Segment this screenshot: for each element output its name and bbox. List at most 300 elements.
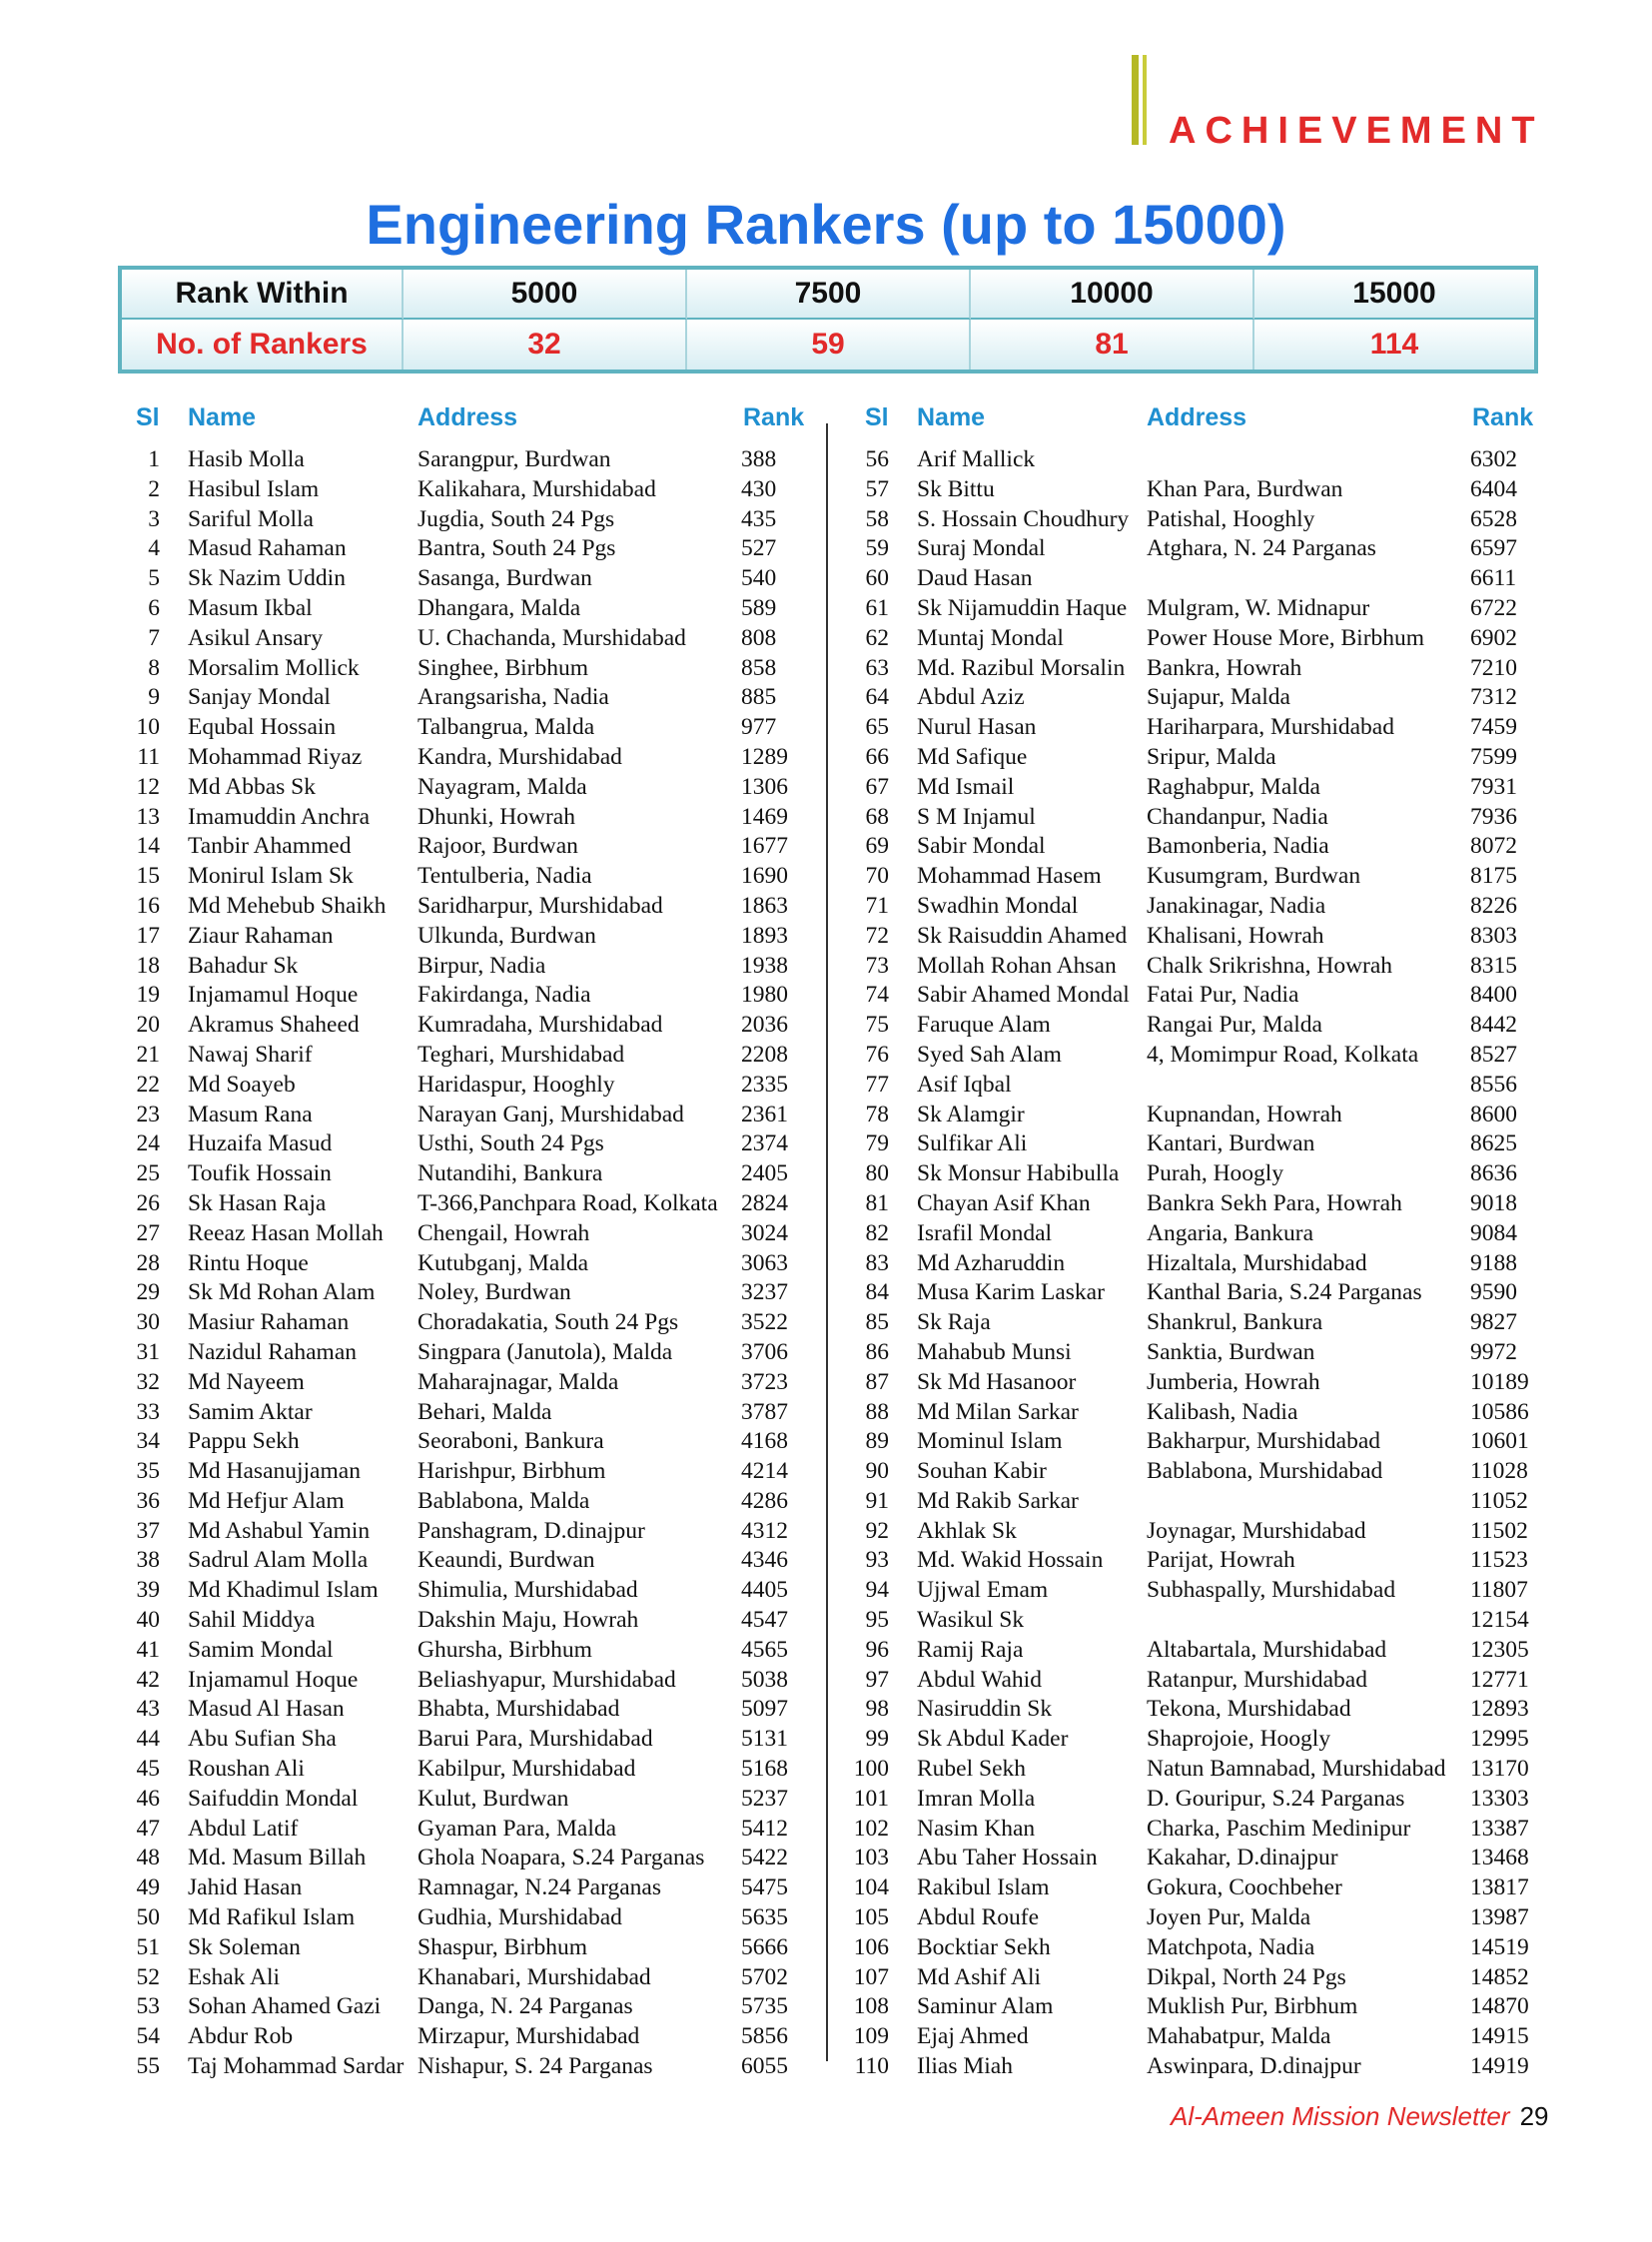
row-sl: 65 <box>865 714 889 741</box>
row-rank: 5237 <box>741 1785 788 1812</box>
row-address: Bankra, Howrah <box>1147 654 1302 681</box>
row-rank: 8303 <box>1470 922 1517 949</box>
row-name: Abdul Aziz <box>917 684 1025 711</box>
row-address: Singpara (Janutola), Malda <box>417 1338 673 1365</box>
row-address: Bankra Sekh Para, Howrah <box>1147 1189 1402 1216</box>
row-sl: 101 <box>853 1785 889 1812</box>
row-sl: 84 <box>865 1279 889 1306</box>
row-name: Hasib Molla <box>188 446 305 472</box>
row-address: Kupnandan, Howrah <box>1147 1101 1342 1127</box>
row-sl: 87 <box>865 1368 889 1395</box>
row-rank: 14519 <box>1470 1933 1529 1960</box>
row-address: T-366,Panchpara Road, Kolkata <box>417 1189 718 1216</box>
row-rank: 3723 <box>741 1368 788 1395</box>
row-sl: 110 <box>854 2053 889 2080</box>
row-rank: 5412 <box>741 1815 788 1842</box>
row-address: Saridharpur, Murshidabad <box>417 892 663 919</box>
row-sl: 95 <box>865 1607 889 1634</box>
row-rank: 5635 <box>741 1904 788 1931</box>
row-sl: 31 <box>136 1338 160 1365</box>
row-name: Huzaifa Masud <box>188 1130 333 1157</box>
row-address: Joyen Pur, Malda <box>1147 1904 1311 1931</box>
row-rank: 388 <box>741 446 777 472</box>
row-rank: 8527 <box>1470 1041 1517 1068</box>
row-address: Power House More, Birbhum <box>1147 624 1425 651</box>
row-name: Reeaz Hasan Mollah <box>188 1219 384 1246</box>
row-address: Maharajnagar, Malda <box>417 1368 619 1395</box>
row-rank: 4286 <box>741 1487 788 1514</box>
row-rank: 6404 <box>1470 475 1517 502</box>
row-sl: 2 <box>148 475 160 502</box>
row-sl: 76 <box>865 1041 889 1068</box>
row-sl: 89 <box>865 1428 889 1455</box>
row-rank: 7459 <box>1470 714 1517 741</box>
row-sl: 85 <box>865 1309 889 1336</box>
row-address: Usthi, South 24 Pgs <box>417 1130 604 1157</box>
row-rank: 7599 <box>1470 743 1517 770</box>
row-rank: 977 <box>741 714 777 741</box>
header-address: Address <box>417 403 518 431</box>
summary-row2-label: No. of Rankers <box>122 320 404 370</box>
row-name: Nazidul Rahaman <box>188 1338 358 1365</box>
row-name: Sabir Mondal <box>917 833 1046 860</box>
row-sl: 28 <box>136 1249 160 1276</box>
row-name: Sk Hasan Raja <box>188 1189 327 1216</box>
row-name: Akramus Shaheed <box>188 1012 360 1039</box>
row-address: Kanthal Baria, S.24 Parganas <box>1147 1279 1422 1306</box>
row-name: Nasim Khan <box>917 1815 1036 1842</box>
row-rank: 5168 <box>741 1756 788 1783</box>
row-address: Sujapur, Malda <box>1147 684 1290 711</box>
row-rank: 6055 <box>741 2053 788 2080</box>
row-rank: 8400 <box>1470 982 1517 1009</box>
row-rank: 3237 <box>741 1279 788 1306</box>
row-sl: 38 <box>136 1547 160 1574</box>
row-name: Sanjay Mondal <box>188 684 331 711</box>
row-rank: 2036 <box>741 1012 788 1039</box>
row-rank: 4547 <box>741 1607 788 1634</box>
row-rank: 430 <box>741 475 777 502</box>
row-name: Md Azharuddin <box>917 1249 1066 1276</box>
row-sl: 52 <box>136 1963 160 1990</box>
row-name: Sohan Ahamed Gazi <box>188 1993 382 2020</box>
row-address: Charka, Paschim Medinipur <box>1147 1815 1411 1842</box>
row-address: U. Chachanda, Murshidabad <box>417 624 686 651</box>
row-sl: 59 <box>865 535 889 562</box>
row-sl: 73 <box>865 952 889 979</box>
row-name: Md Rafikul Islam <box>188 1904 356 1931</box>
row-name: Nurul Hasan <box>917 714 1037 741</box>
row-address: Khan Para, Burdwan <box>1147 475 1343 502</box>
row-sl: 35 <box>136 1458 160 1485</box>
row-name: Asikul Ansary <box>188 624 324 651</box>
row-address: Ghola Noapara, S.24 Parganas <box>417 1845 705 1871</box>
row-rank: 8442 <box>1470 1012 1517 1039</box>
row-address: Narayan Ganj, Murshidabad <box>417 1101 684 1127</box>
row-name: Abu Taher Hossain <box>917 1845 1098 1871</box>
row-name: Mohammad Hasem <box>917 863 1102 890</box>
row-rank: 1289 <box>741 743 788 770</box>
row-sl: 62 <box>865 624 889 651</box>
row-address: Kantari, Burdwan <box>1147 1130 1315 1157</box>
row-sl: 34 <box>136 1428 160 1455</box>
row-address: Mahabatpur, Malda <box>1147 2023 1331 2050</box>
row-rank: 527 <box>741 535 777 562</box>
row-sl: 48 <box>136 1845 160 1871</box>
row-rank: 4168 <box>741 1428 788 1455</box>
row-sl: 63 <box>865 654 889 681</box>
row-address: Natun Bamnabad, Murshidabad <box>1147 1756 1446 1783</box>
row-name: Md Nayeem <box>188 1368 305 1395</box>
row-name: Swadhin Mondal <box>917 892 1079 919</box>
row-rank: 2208 <box>741 1041 788 1068</box>
row-address: Shimulia, Murshidabad <box>417 1577 638 1604</box>
row-sl: 13 <box>136 803 160 830</box>
row-name: Md Ismail <box>917 773 1015 800</box>
row-name: Sariful Molla <box>188 505 314 532</box>
row-name: Md. Wakid Hossain <box>917 1547 1104 1574</box>
row-sl: 74 <box>865 982 889 1009</box>
page-number: 29 <box>1519 2101 1549 2131</box>
row-address: Dhangara, Malda <box>417 594 581 621</box>
row-name: Md Hefjur Alam <box>188 1487 345 1514</box>
row-name: Sk Alamgir <box>917 1101 1025 1127</box>
row-sl: 105 <box>853 1904 889 1931</box>
row-name: Rubel Sekh <box>917 1756 1027 1783</box>
row-name: Injamamul Hoque <box>188 982 359 1009</box>
row-rank: 9827 <box>1470 1309 1517 1336</box>
row-address: Arangsarisha, Nadia <box>417 684 609 711</box>
row-name: Abdul Wahid <box>917 1666 1042 1693</box>
row-name: Mominul Islam <box>917 1428 1063 1455</box>
row-address: Choradakatia, South 24 Pgs <box>417 1309 679 1336</box>
row-sl: 86 <box>865 1338 889 1365</box>
row-sl: 46 <box>136 1785 160 1812</box>
row-rank: 12305 <box>1470 1636 1529 1663</box>
row-address: Jumberia, Howrah <box>1147 1368 1320 1395</box>
row-name: Sk Raisuddin Ahamed <box>917 922 1128 949</box>
row-address: Sarangpur, Burdwan <box>417 446 611 472</box>
row-name: Abdul Latif <box>188 1815 299 1842</box>
row-sl: 60 <box>865 565 889 592</box>
row-sl: 100 <box>853 1756 889 1783</box>
row-address: Kabilpur, Murshidabad <box>417 1756 636 1783</box>
row-name: Abu Sufian Sha <box>188 1726 337 1753</box>
row-rank: 6528 <box>1470 505 1517 532</box>
row-address: Kandra, Murshidabad <box>417 743 622 770</box>
row-name: Taj Mohammad Sardar <box>188 2053 405 2080</box>
row-sl: 98 <box>865 1696 889 1723</box>
footer <box>1171 2101 1548 2132</box>
row-name: Wasikul Sk <box>917 1607 1025 1634</box>
row-address: Kumradaha, Murshidabad <box>417 1012 663 1039</box>
row-address: Gyaman Para, Malda <box>417 1815 617 1842</box>
row-rank: 8072 <box>1470 833 1517 860</box>
row-rank: 5666 <box>741 1933 788 1960</box>
row-sl: 49 <box>136 1874 160 1901</box>
row-address: Altabartala, Murshidabad <box>1147 1636 1387 1663</box>
row-rank: 5856 <box>741 2023 788 2050</box>
row-rank: 3024 <box>741 1219 788 1246</box>
row-name: Sk Nijamuddin Haque <box>917 594 1128 621</box>
row-name: Masud Al Hasan <box>188 1696 345 1723</box>
row-name: Masud Rahaman <box>188 535 347 562</box>
row-rank: 1863 <box>741 892 788 919</box>
row-sl: 12 <box>136 773 160 800</box>
row-name: Ramij Raja <box>917 1636 1024 1663</box>
row-rank: 11028 <box>1470 1458 1528 1485</box>
row-address: Raghabpur, Malda <box>1147 773 1320 800</box>
row-rank: 1893 <box>741 922 788 949</box>
row-address: Keaundi, Burdwan <box>417 1547 595 1574</box>
row-name: Suraj Mondal <box>917 535 1046 562</box>
row-name: Masum Ikbal <box>188 594 313 621</box>
row-rank: 589 <box>741 594 777 621</box>
row-sl: 6 <box>148 594 160 621</box>
row-name: Samim Aktar <box>188 1398 313 1425</box>
row-address: Gokura, Coochbeher <box>1147 1874 1342 1901</box>
row-name: Abdur Rob <box>188 2023 294 2050</box>
row-rank: 10189 <box>1470 1368 1529 1395</box>
row-name: Morsalim Mollick <box>188 654 360 681</box>
row-address: D. Gouripur, S.24 Parganas <box>1147 1785 1405 1812</box>
row-name: Nawaj Sharif <box>188 1041 313 1068</box>
row-address: Danga, N. 24 Parganas <box>417 1993 633 2020</box>
row-address: 4, Momimpur Road, Kolkata <box>1147 1041 1419 1068</box>
row-rank: 14915 <box>1470 2023 1529 2050</box>
row-rank: 2361 <box>741 1101 788 1127</box>
row-address: Kalikahara, Murshidabad <box>417 475 656 502</box>
row-name: Md. Masum Billah <box>188 1845 367 1871</box>
row-address: Ulkunda, Burdwan <box>417 922 596 949</box>
row-sl: 32 <box>136 1368 160 1395</box>
row-rank: 8315 <box>1470 952 1517 979</box>
header-name: Name <box>917 403 986 431</box>
row-rank: 4565 <box>741 1636 788 1663</box>
row-sl: 75 <box>865 1012 889 1039</box>
row-sl: 16 <box>136 892 160 919</box>
row-name: Md Abbas Sk <box>188 773 316 800</box>
row-sl: 82 <box>865 1219 889 1246</box>
row-name: Mohammad Riyaz <box>188 743 363 770</box>
row-sl: 17 <box>136 922 160 949</box>
row-rank: 8636 <box>1470 1160 1517 1187</box>
row-name: Pappu Sekh <box>188 1428 300 1455</box>
row-rank: 13817 <box>1470 1874 1529 1901</box>
row-address: Seoraboni, Bankura <box>417 1428 604 1455</box>
row-address: Aswinpara, D.dinajpur <box>1147 2053 1361 2080</box>
row-address: Chengail, Howrah <box>417 1219 590 1246</box>
row-name: Rintu Hoque <box>188 1249 309 1276</box>
row-rank: 11523 <box>1470 1547 1528 1574</box>
row-name: Syed Sah Alam <box>917 1041 1062 1068</box>
row-sl: 9 <box>148 684 160 711</box>
row-address: Nayagram, Malda <box>417 773 587 800</box>
row-rank: 13468 <box>1470 1845 1529 1871</box>
row-rank: 9972 <box>1470 1338 1517 1365</box>
summary-table <box>118 266 1538 374</box>
row-name: Muntaj Mondal <box>917 624 1064 651</box>
row-name: Md Rakib Sarkar <box>917 1487 1079 1514</box>
row-address: Mulgram, W. Midnapur <box>1147 594 1370 621</box>
row-address: Kalibash, Nadia <box>1147 1398 1298 1425</box>
row-sl: 18 <box>136 952 160 979</box>
row-rank: 808 <box>741 624 777 651</box>
row-sl: 69 <box>865 833 889 860</box>
row-sl: 5 <box>148 565 160 592</box>
row-address: Harishpur, Birbhum <box>417 1458 606 1485</box>
row-rank: 4346 <box>741 1547 788 1574</box>
row-rank: 14852 <box>1470 1963 1529 1990</box>
row-name: Sk Bittu <box>917 475 995 502</box>
row-rank: 6722 <box>1470 594 1517 621</box>
row-rank: 435 <box>741 505 777 532</box>
row-name: Bahadur Sk <box>188 952 299 979</box>
row-address: Sasanga, Burdwan <box>417 565 592 592</box>
row-rank: 5038 <box>741 1666 788 1693</box>
row-address: Chandanpur, Nadia <box>1147 803 1328 830</box>
row-name: Ujjwal Emam <box>917 1577 1049 1604</box>
row-sl: 94 <box>865 1577 889 1604</box>
row-address: Dikpal, North 24 Pgs <box>1147 1963 1346 1990</box>
row-sl: 1 <box>148 446 160 472</box>
summary-count: 59 <box>687 320 971 370</box>
row-sl: 58 <box>865 505 889 532</box>
row-address: Patishal, Hooghly <box>1147 505 1315 532</box>
row-sl: 36 <box>136 1487 160 1514</box>
row-name: S. Hossain Choudhury <box>917 505 1130 532</box>
section-accent-bar <box>1132 55 1139 145</box>
row-rank: 858 <box>741 654 777 681</box>
row-name: Md Khadimul Islam <box>188 1577 379 1604</box>
row-name: Tanbir Ahammed <box>188 833 352 860</box>
row-address: Mirzapur, Murshidabad <box>417 2023 640 2050</box>
row-address: Birpur, Nadia <box>417 952 546 979</box>
row-rank: 7210 <box>1470 654 1517 681</box>
row-sl: 10 <box>136 714 160 741</box>
row-sl: 93 <box>865 1547 889 1574</box>
row-address: Bakharpur, Murshidabad <box>1147 1428 1381 1455</box>
summary-threshold: 5000 <box>404 270 687 320</box>
row-address: Talbangrua, Malda <box>417 714 595 741</box>
row-address: Barui Para, Murshidabad <box>417 1726 653 1753</box>
row-address: Bhabta, Murshidabad <box>417 1696 620 1723</box>
row-rank: 11807 <box>1470 1577 1528 1604</box>
row-name: Souhan Kabir <box>917 1458 1047 1485</box>
row-name: Imamuddin Anchra <box>188 803 371 830</box>
header-name: Name <box>188 403 257 431</box>
row-address: Rangai Pur, Malda <box>1147 1012 1322 1039</box>
row-sl: 106 <box>853 1933 889 1960</box>
row-sl: 39 <box>136 1577 160 1604</box>
row-name: Israfil Mondal <box>917 1219 1053 1246</box>
row-rank: 9590 <box>1470 1279 1517 1306</box>
row-address: Dhunki, Howrah <box>417 803 575 830</box>
row-rank: 8226 <box>1470 892 1517 919</box>
section-accent-bar-thin <box>1143 55 1147 145</box>
row-name: Ziaur Rahaman <box>188 922 334 949</box>
row-rank: 1980 <box>741 982 788 1009</box>
row-sl: 108 <box>853 1993 889 2020</box>
row-address: Muklish Pur, Birbhum <box>1147 1993 1358 2020</box>
summary-count: 81 <box>971 320 1254 370</box>
row-rank: 11052 <box>1470 1487 1528 1514</box>
row-address: Beliashyapur, Murshidabad <box>417 1666 676 1693</box>
header-rank: Rank <box>743 403 805 431</box>
row-rank: 9188 <box>1470 1249 1517 1276</box>
row-address: Nishapur, S. 24 Parganas <box>417 2053 653 2080</box>
row-rank: 7931 <box>1470 773 1517 800</box>
row-name: Nasiruddin Sk <box>917 1696 1053 1723</box>
row-sl: 30 <box>136 1309 160 1336</box>
row-rank: 6597 <box>1470 535 1517 562</box>
row-address: Matchpota, Nadia <box>1147 1933 1315 1960</box>
row-rank: 13303 <box>1470 1785 1529 1812</box>
row-name: Musa Karim Laskar <box>917 1279 1105 1306</box>
row-sl: 20 <box>136 1012 160 1039</box>
row-name: Md Milan Sarkar <box>917 1398 1079 1425</box>
row-name: Mahabub Munsi <box>917 1338 1072 1365</box>
row-address: Bablabona, Malda <box>417 1487 590 1514</box>
row-address: Khalisani, Howrah <box>1147 922 1324 949</box>
row-sl: 33 <box>136 1398 160 1425</box>
row-name: Hasibul Islam <box>188 475 320 502</box>
row-rank: 1306 <box>741 773 788 800</box>
row-sl: 83 <box>865 1249 889 1276</box>
row-address: Bantra, South 24 Pgs <box>417 535 616 562</box>
row-sl: 57 <box>865 475 889 502</box>
row-rank: 13387 <box>1470 1815 1529 1842</box>
row-name: Sk Soleman <box>188 1933 301 1960</box>
row-sl: 3 <box>148 505 160 532</box>
row-address: Kusumgram, Burdwan <box>1147 863 1361 890</box>
row-sl: 23 <box>136 1101 160 1127</box>
row-sl: 11 <box>137 743 160 770</box>
row-sl: 97 <box>865 1666 889 1693</box>
row-address: Fakirdanga, Nadia <box>417 982 591 1009</box>
row-sl: 96 <box>865 1636 889 1663</box>
row-rank: 4312 <box>741 1517 788 1544</box>
row-rank: 5131 <box>741 1726 788 1753</box>
row-rank: 6302 <box>1470 446 1517 472</box>
row-rank: 12154 <box>1470 1607 1529 1634</box>
row-sl: 99 <box>865 1726 889 1753</box>
row-rank: 8600 <box>1470 1101 1517 1127</box>
row-address: Dakshin Maju, Howrah <box>417 1607 639 1634</box>
row-rank: 4405 <box>741 1577 788 1604</box>
row-sl: 78 <box>865 1101 889 1127</box>
row-name: Masum Rana <box>188 1101 313 1127</box>
row-rank: 14919 <box>1470 2053 1529 2080</box>
row-address: Tekona, Murshidabad <box>1147 1696 1351 1723</box>
row-rank: 6611 <box>1470 565 1517 592</box>
summary-threshold: 10000 <box>971 270 1254 320</box>
row-name: Md. Razibul Morsalin <box>917 654 1126 681</box>
row-sl: 26 <box>136 1189 160 1216</box>
row-name: Injamamul Hoque <box>188 1666 359 1693</box>
row-name: Md Ashabul Yamin <box>188 1517 371 1544</box>
row-sl: 37 <box>136 1517 160 1544</box>
row-name: Sk Abdul Kader <box>917 1726 1069 1753</box>
row-name: Md Ashif Ali <box>917 1963 1042 1990</box>
row-address: Gudhia, Murshidabad <box>417 1904 622 1931</box>
row-rank: 885 <box>741 684 777 711</box>
row-rank: 13170 <box>1470 1756 1529 1783</box>
row-name: Roushan Ali <box>188 1756 305 1783</box>
header-rank: Rank <box>1472 403 1534 431</box>
header-sl: Sl <box>865 403 889 431</box>
summary-threshold: 15000 <box>1254 270 1534 320</box>
